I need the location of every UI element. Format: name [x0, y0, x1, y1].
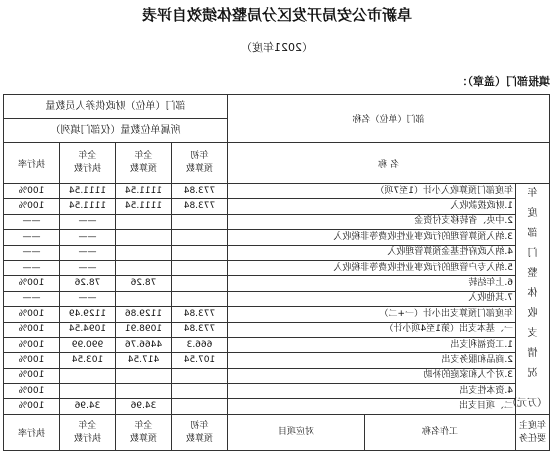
initial-budget-cell — [171, 276, 227, 291]
annual-execution-cell: 990.99 — [59, 337, 115, 352]
execution-rate-cell: —— — [3, 260, 59, 275]
work-name-header: 工作名称 — [364, 415, 515, 450]
execution-rate-cell: 100% — [3, 353, 59, 368]
annual-execution-cell: 1111.54 — [59, 184, 115, 199]
execution-rate-cell: —— — [3, 230, 59, 245]
table-row — [3, 276, 549, 291]
initial-budget-cell: 773.84 — [171, 307, 227, 322]
annual-budget-cell: 417.54 — [115, 353, 171, 368]
unit-label: （万元） — [507, 398, 547, 409]
initial-budget-cell: 107.54 — [171, 353, 227, 368]
annual-budget-cell: 4466.76 — [115, 337, 171, 352]
initial-budget-cell: 666.3 — [171, 337, 227, 352]
column-header-row — [3, 143, 549, 184]
annual-execution-cell: 1129.49 — [59, 307, 115, 322]
document-year: （2021年度） — [241, 41, 313, 54]
footer-annual-execution-header: 全年 执行数 — [59, 415, 115, 451]
row-label: 3.对个人和家庭的补助 — [227, 368, 515, 383]
row-label: 一、基本支出（第1至4项小计） — [227, 322, 515, 337]
table-row — [3, 337, 549, 352]
execution-rate-cell: —— — [3, 214, 59, 229]
footer-header-row — [3, 415, 549, 451]
table-row — [3, 230, 549, 245]
table-row — [3, 245, 549, 260]
row-label: 1.工资福利支出 — [227, 337, 515, 352]
table-row — [3, 384, 549, 399]
annual-budget-cell — [115, 230, 171, 245]
row-label: 6.上年结转 — [227, 276, 515, 291]
row-label: 年度部门预算支出小计（一+二） — [227, 307, 515, 322]
annual-budget-cell: 1111.54 — [115, 199, 171, 214]
annual-budget-cell: 1111.54 — [115, 184, 171, 199]
execution-rate-cell: —— — [3, 291, 59, 306]
table-row — [3, 399, 549, 415]
row-label: 3.纳入预算管理的行政事业性收费等非税收入 — [227, 230, 515, 245]
table-row — [3, 199, 549, 214]
row-label: 2.中央、省转移支付资金 — [227, 214, 515, 229]
annual-budget-cell — [115, 245, 171, 260]
execution-rate-cell: —— — [3, 245, 59, 260]
initial-budget-cell: 773.84 — [171, 322, 227, 337]
annual-budget-cell — [115, 291, 171, 306]
reporting-unit-label: 填报部门（盖章）： — [456, 75, 550, 88]
footer-annual-budget-header: 全年 预算数 — [115, 415, 171, 451]
annual-execution-cell: —— — [59, 260, 115, 275]
execution-rate-cell: 100% — [3, 384, 59, 399]
execution-rate-cell: 100% — [3, 399, 59, 415]
initial-budget-cell — [171, 230, 227, 245]
row-label: 4.纳入政府性基金预算管理收入 — [227, 245, 515, 260]
table-row — [3, 307, 549, 322]
project-header: 对应项目 — [277, 427, 314, 437]
initial-budget-cell — [171, 245, 227, 260]
name-header: 名 称 — [227, 143, 549, 184]
annual-execution-cell: —— — [59, 230, 115, 245]
annual-execution-cell: 78.26 — [59, 276, 115, 291]
annual-execution-cell: 1111.54 — [59, 199, 115, 214]
initial-budget-cell — [171, 214, 227, 229]
execution-rate-cell: 100% — [3, 322, 59, 337]
annual-budget-cell: 78.26 — [115, 276, 171, 291]
annual-execution-cell: —— — [59, 291, 115, 306]
annual-execution-cell: —— — [59, 214, 115, 229]
annual-execution-cell — [59, 368, 115, 383]
section-label-revenue-expenditure: 年 度 部 门 整 体 收 支 情 况 （万元） — [516, 184, 550, 415]
initial-budget-cell — [171, 384, 227, 399]
initial-budget-cell — [171, 399, 227, 415]
task-project-cell — [227, 415, 515, 451]
annual-budget-cell: 1129.86 — [115, 307, 171, 322]
footer-execution-rate-header: 执行率 — [3, 415, 59, 451]
annual-execution-cell: —— — [59, 245, 115, 260]
table-row — [3, 291, 549, 306]
table-row — [3, 368, 549, 383]
dept-name-label: 部门（单位）名称 — [227, 95, 549, 143]
execution-rate-cell: 100% — [3, 307, 59, 322]
document-title: 阜新市公安局开发区分局整体绩效自评表 — [142, 6, 413, 24]
row-label: 7.其他收入 — [227, 291, 515, 306]
initial-budget-cell: 773.84 — [171, 184, 227, 199]
row-label: 2.商品和服务支出 — [227, 353, 515, 368]
execution-rate-cell: 100% — [3, 276, 59, 291]
initial-budget-cell — [171, 368, 227, 383]
annual-budget-header: 全年 预算数 — [115, 143, 171, 184]
row-label: 4.资本性支出 — [227, 384, 515, 399]
initial-budget-cell — [171, 291, 227, 306]
row-label: 二、项目支出 — [227, 399, 515, 415]
annual-budget-cell — [115, 384, 171, 399]
annual-execution-cell: 34.96 — [59, 399, 115, 415]
table-row — [3, 260, 549, 275]
table-row — [3, 322, 549, 337]
table-row — [3, 184, 549, 199]
execution-rate-cell: 100% — [3, 337, 59, 352]
annual-budget-cell — [115, 260, 171, 275]
annual-budget-cell: 1098.91 — [115, 322, 171, 337]
staff-count-label: 部门（单位）财政供养人员数量 — [45, 101, 186, 112]
dept-info-cell — [3, 95, 227, 143]
execution-rate-header: 执行率 — [3, 143, 59, 184]
annual-budget-cell: 34.96 — [115, 399, 171, 415]
main-tasks-label: 年度主 要任务 — [516, 415, 550, 451]
footer-initial-budget-header: 年初 预算数 — [171, 415, 227, 451]
annual-execution-cell: 1094.54 — [59, 322, 115, 337]
row-label: 5.纳入专户管理的行政事业性收费等非税收入 — [227, 260, 515, 275]
sub-unit-count-label: 所属单位数量（仅部门填列） — [4, 118, 227, 142]
performance-table — [3, 94, 550, 451]
annual-budget-cell — [115, 368, 171, 383]
execution-rate-cell: 100% — [3, 199, 59, 214]
initial-budget-cell: 773.84 — [171, 199, 227, 214]
annual-execution-header: 全年 执行数 — [59, 143, 115, 184]
annual-execution-cell: 103.54 — [59, 353, 115, 368]
table-row — [3, 353, 549, 368]
execution-rate-cell: 100% — [3, 184, 59, 199]
table-row — [3, 214, 549, 229]
annual-execution-cell — [59, 384, 115, 399]
annual-budget-cell — [115, 214, 171, 229]
row-label: 年度部门预算收入小计（1至7项） — [227, 184, 515, 199]
row-label: 1.财政拨款收入 — [227, 199, 515, 214]
execution-rate-cell: 100% — [3, 368, 59, 383]
initial-budget-header: 年初 预算数 — [171, 143, 227, 184]
initial-budget-cell — [171, 260, 227, 275]
info-row — [3, 95, 549, 143]
